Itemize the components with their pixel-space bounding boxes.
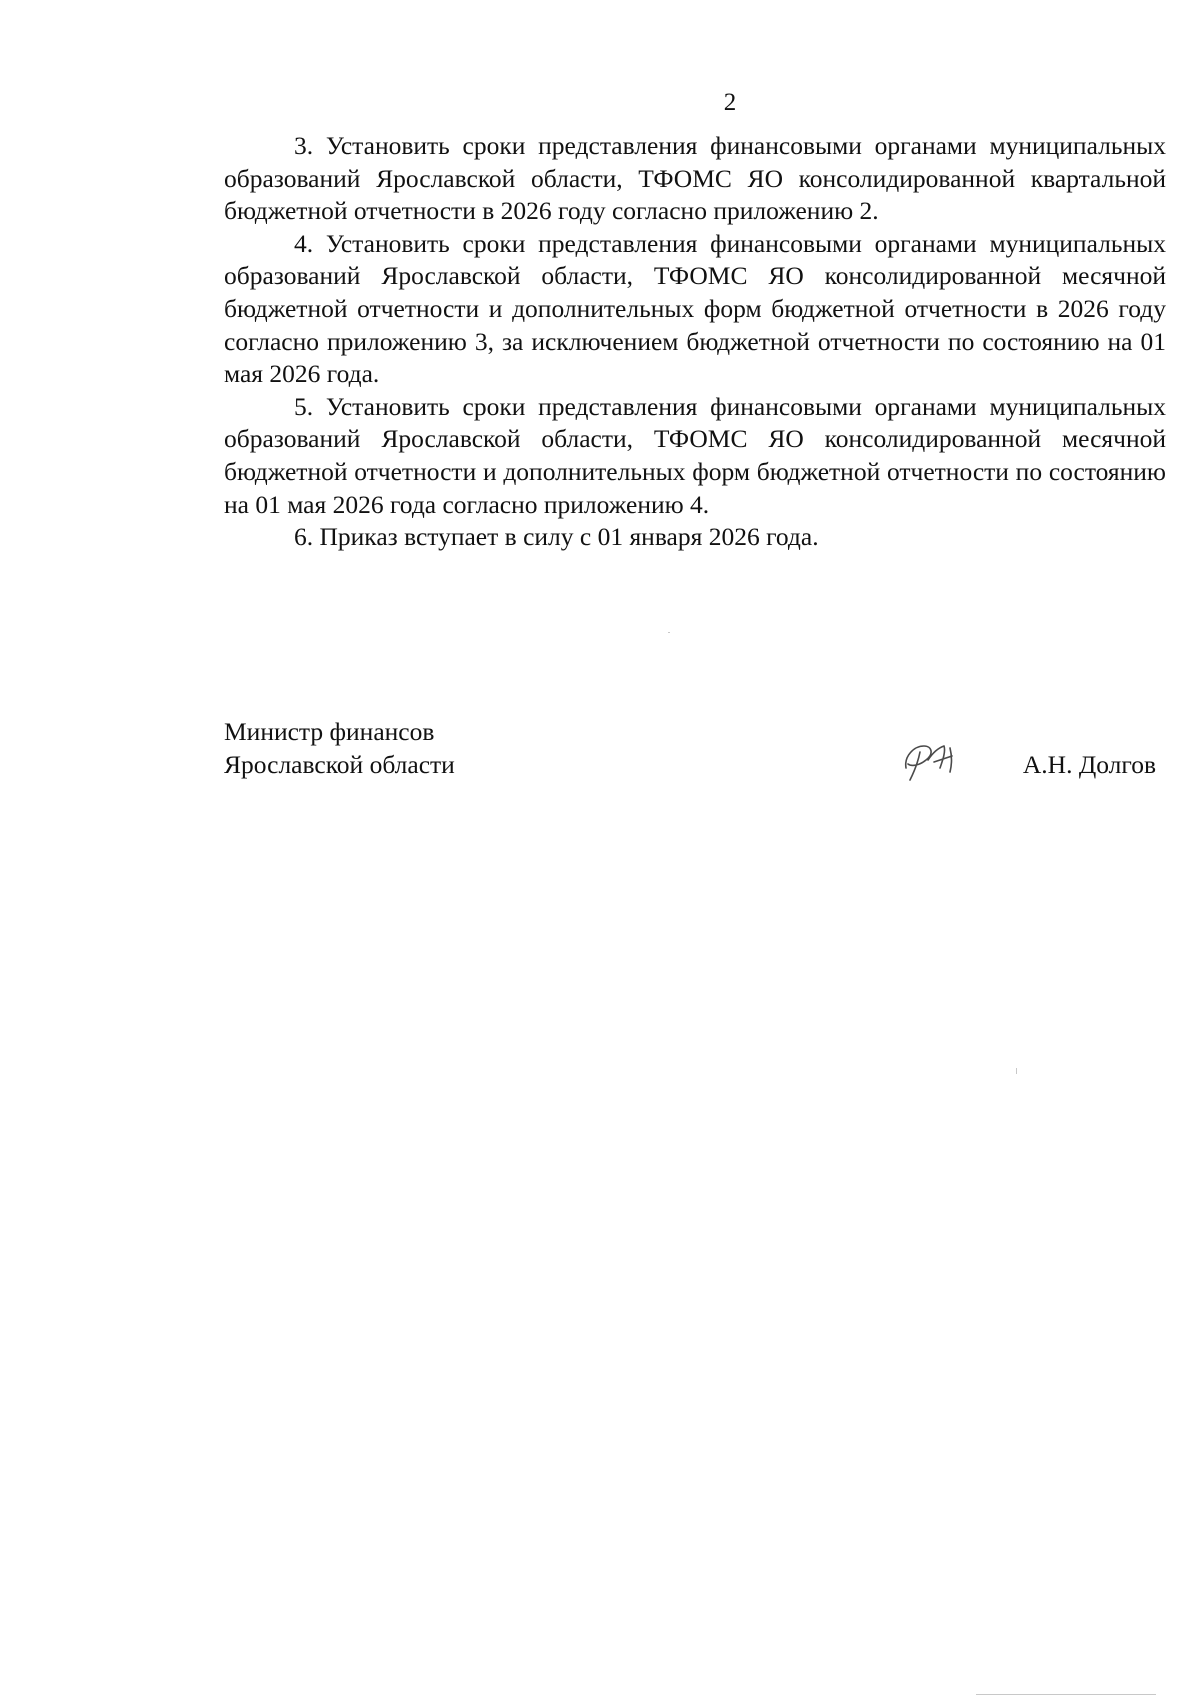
paragraph-item-5: 5. Установить сроки представления финансовыми органами муниципальных образований Ярославской области, ТФОМС ЯО консолидированной месячной бюджетной отчетности и дополнительных форм бюджетной отчетности по состоянию на 01 мая 2026 года согласно приложению 4.: [224, 391, 1166, 519]
scan-artifact: [668, 632, 670, 633]
page-number: 2: [723, 89, 737, 116]
signature-block: [224, 716, 1166, 786]
paragraph-item-6: 6. Приказ вступает в силу с 01 января 2026 года.: [294, 522, 819, 552]
scan-artifact: [976, 1694, 1156, 1695]
signer-title: [224, 716, 455, 781]
signer-name: А.Н. Долгов: [1022, 749, 1156, 779]
signer-title-line-1: Министр финансов: [224, 717, 435, 746]
document-body: [224, 130, 1166, 554]
paragraph-item-4: 4. Установить сроки представления финансовыми органами муниципальных образований Ярославской области, ТФОМС ЯО консолидированной месячной бюджетной отчетности и дополнительных форм бюджетной отчетности в 2026 году согласно приложению 3, за исключением бюджетной отчетности по состоянию на 01 мая 2026 года.: [224, 228, 1166, 389]
handwritten-signature-icon: [900, 738, 972, 782]
signer-title-line-2: Ярославской области: [224, 749, 455, 779]
paragraph-item-3: 3. Установить сроки представления финансовыми органами муниципальных образований Ярославской области, ТФОМС ЯО консолидированной квартальной бюджетной отчетности в 2026 году согласно приложению 2.: [224, 131, 1166, 226]
scan-artifact: [1016, 1068, 1017, 1074]
